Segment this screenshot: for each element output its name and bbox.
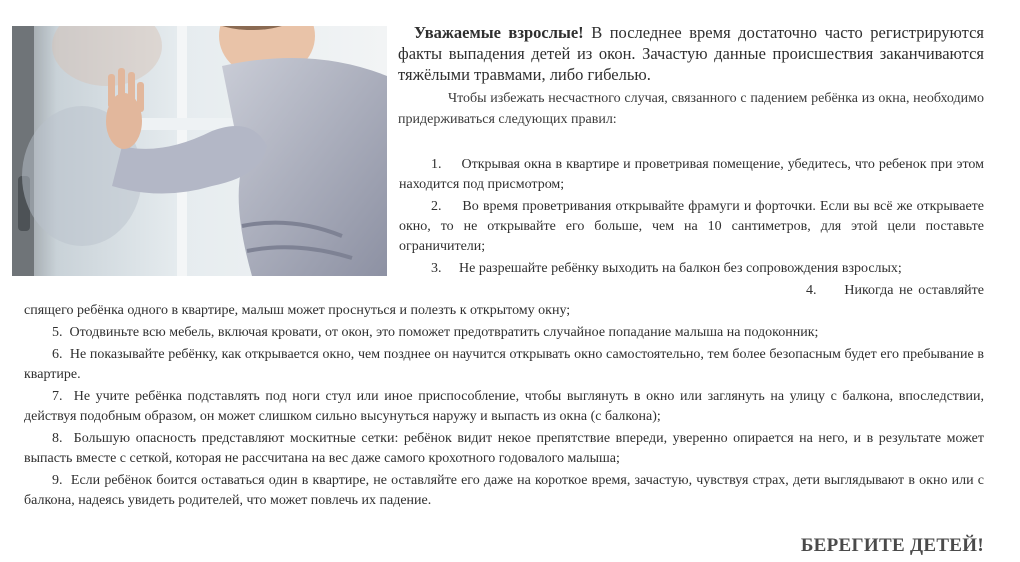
rule-text: Не показывайте ребёнку, как открывается окно, чем позднее он научится открывать окно самостоятельно, тем более безопасным будет его пребывание в квартире. bbox=[24, 347, 985, 382]
rule-text: Во время проветривания открывайте фрамуги и форточки. Если вы всё же открываете окно, то не открывайте его больше, чем на 10 сантиметров, для этой цели поставьте ограничители; bbox=[399, 199, 984, 254]
intro-lead-bold: Уважаемые взрослые! bbox=[414, 23, 584, 42]
rule-number: 8. bbox=[52, 431, 63, 446]
intro-lead-text: В последнее время достаточно часто регистрируются факты выпадения детей из окон. Зачастую данные происшествия заканчиваются тяжёлыми травмами, либо гибелью. bbox=[398, 23, 984, 84]
rule-number: 5. bbox=[52, 325, 63, 340]
intro-lead bbox=[398, 22, 984, 85]
rule-item-7 bbox=[24, 387, 984, 427]
rule-item-2 bbox=[399, 197, 984, 257]
rule-number: 1. bbox=[431, 157, 442, 172]
rule-text: Не учите ребёнка подставлять под ноги стул или иное приспособление, чтобы выглянуть в окно или заглянуть на улицу с балкона, впоследствии, действуя подобным образом, он может слишком сильно высунуться наружу и выпасть из окна (с балкона); bbox=[24, 389, 984, 424]
rule-item-5 bbox=[24, 323, 984, 343]
rule-number: 7. bbox=[52, 389, 63, 404]
rule-text: Никогда не оставляйте спящего ребёнка одного в квартире, малыш может проснуться и полезть к открытому окну; bbox=[24, 283, 985, 318]
rules-list bbox=[24, 155, 984, 511]
rule-number: 2. bbox=[431, 199, 442, 214]
rule-text: Открывая окна в квартире и проветривая помещение, убедитесь, что ребенок при этом находится под присмотром; bbox=[399, 157, 985, 192]
footer-slogan: БЕРЕГИТЕ ДЕТЕЙ! bbox=[800, 535, 984, 556]
rule-item-1 bbox=[399, 155, 984, 195]
rule-number: 3. bbox=[431, 261, 442, 276]
rule-item-9 bbox=[24, 471, 984, 511]
intro-subtext: Чтобы избежать несчастного случая, связанного с падением ребёнка из окна, необходимо придерживаться следующих правил: bbox=[398, 91, 984, 127]
rule-text: Если ребёнок боится оставаться один в квартире, не оставляйте его даже на короткое время, зачастую, чувствуя страх, дети выглядывают в окно или с балкона, надеясь увидеть родителей, что может повлечь их падение. bbox=[24, 473, 985, 508]
rule-item-4 bbox=[24, 281, 984, 321]
rule-text: Не разрешайте ребёнку выходить на балкон без сопровождения взрослых; bbox=[459, 261, 902, 276]
intro-block bbox=[398, 22, 984, 130]
rule-item-3 bbox=[399, 259, 984, 279]
rule-text: Большую опасность представляют москитные сетки: ребёнок видит некое препятствие впереди, уверенно опирается на него, и в результате может выпасть вместе с сеткой, которая не рассчитана на вес даже самого крохотного годовалого малыша; bbox=[24, 431, 985, 466]
rule-item-8 bbox=[24, 429, 984, 469]
rule-text: Отодвиньте всю мебель, включая кровати, от окон, это поможет предотвратить случайное попадание малыша на подоконник; bbox=[69, 325, 819, 340]
rule-number: 6. bbox=[52, 347, 63, 362]
rule-item-6 bbox=[24, 345, 984, 385]
rule-number: 9. bbox=[52, 473, 63, 488]
rule-number: 4. bbox=[806, 283, 817, 298]
